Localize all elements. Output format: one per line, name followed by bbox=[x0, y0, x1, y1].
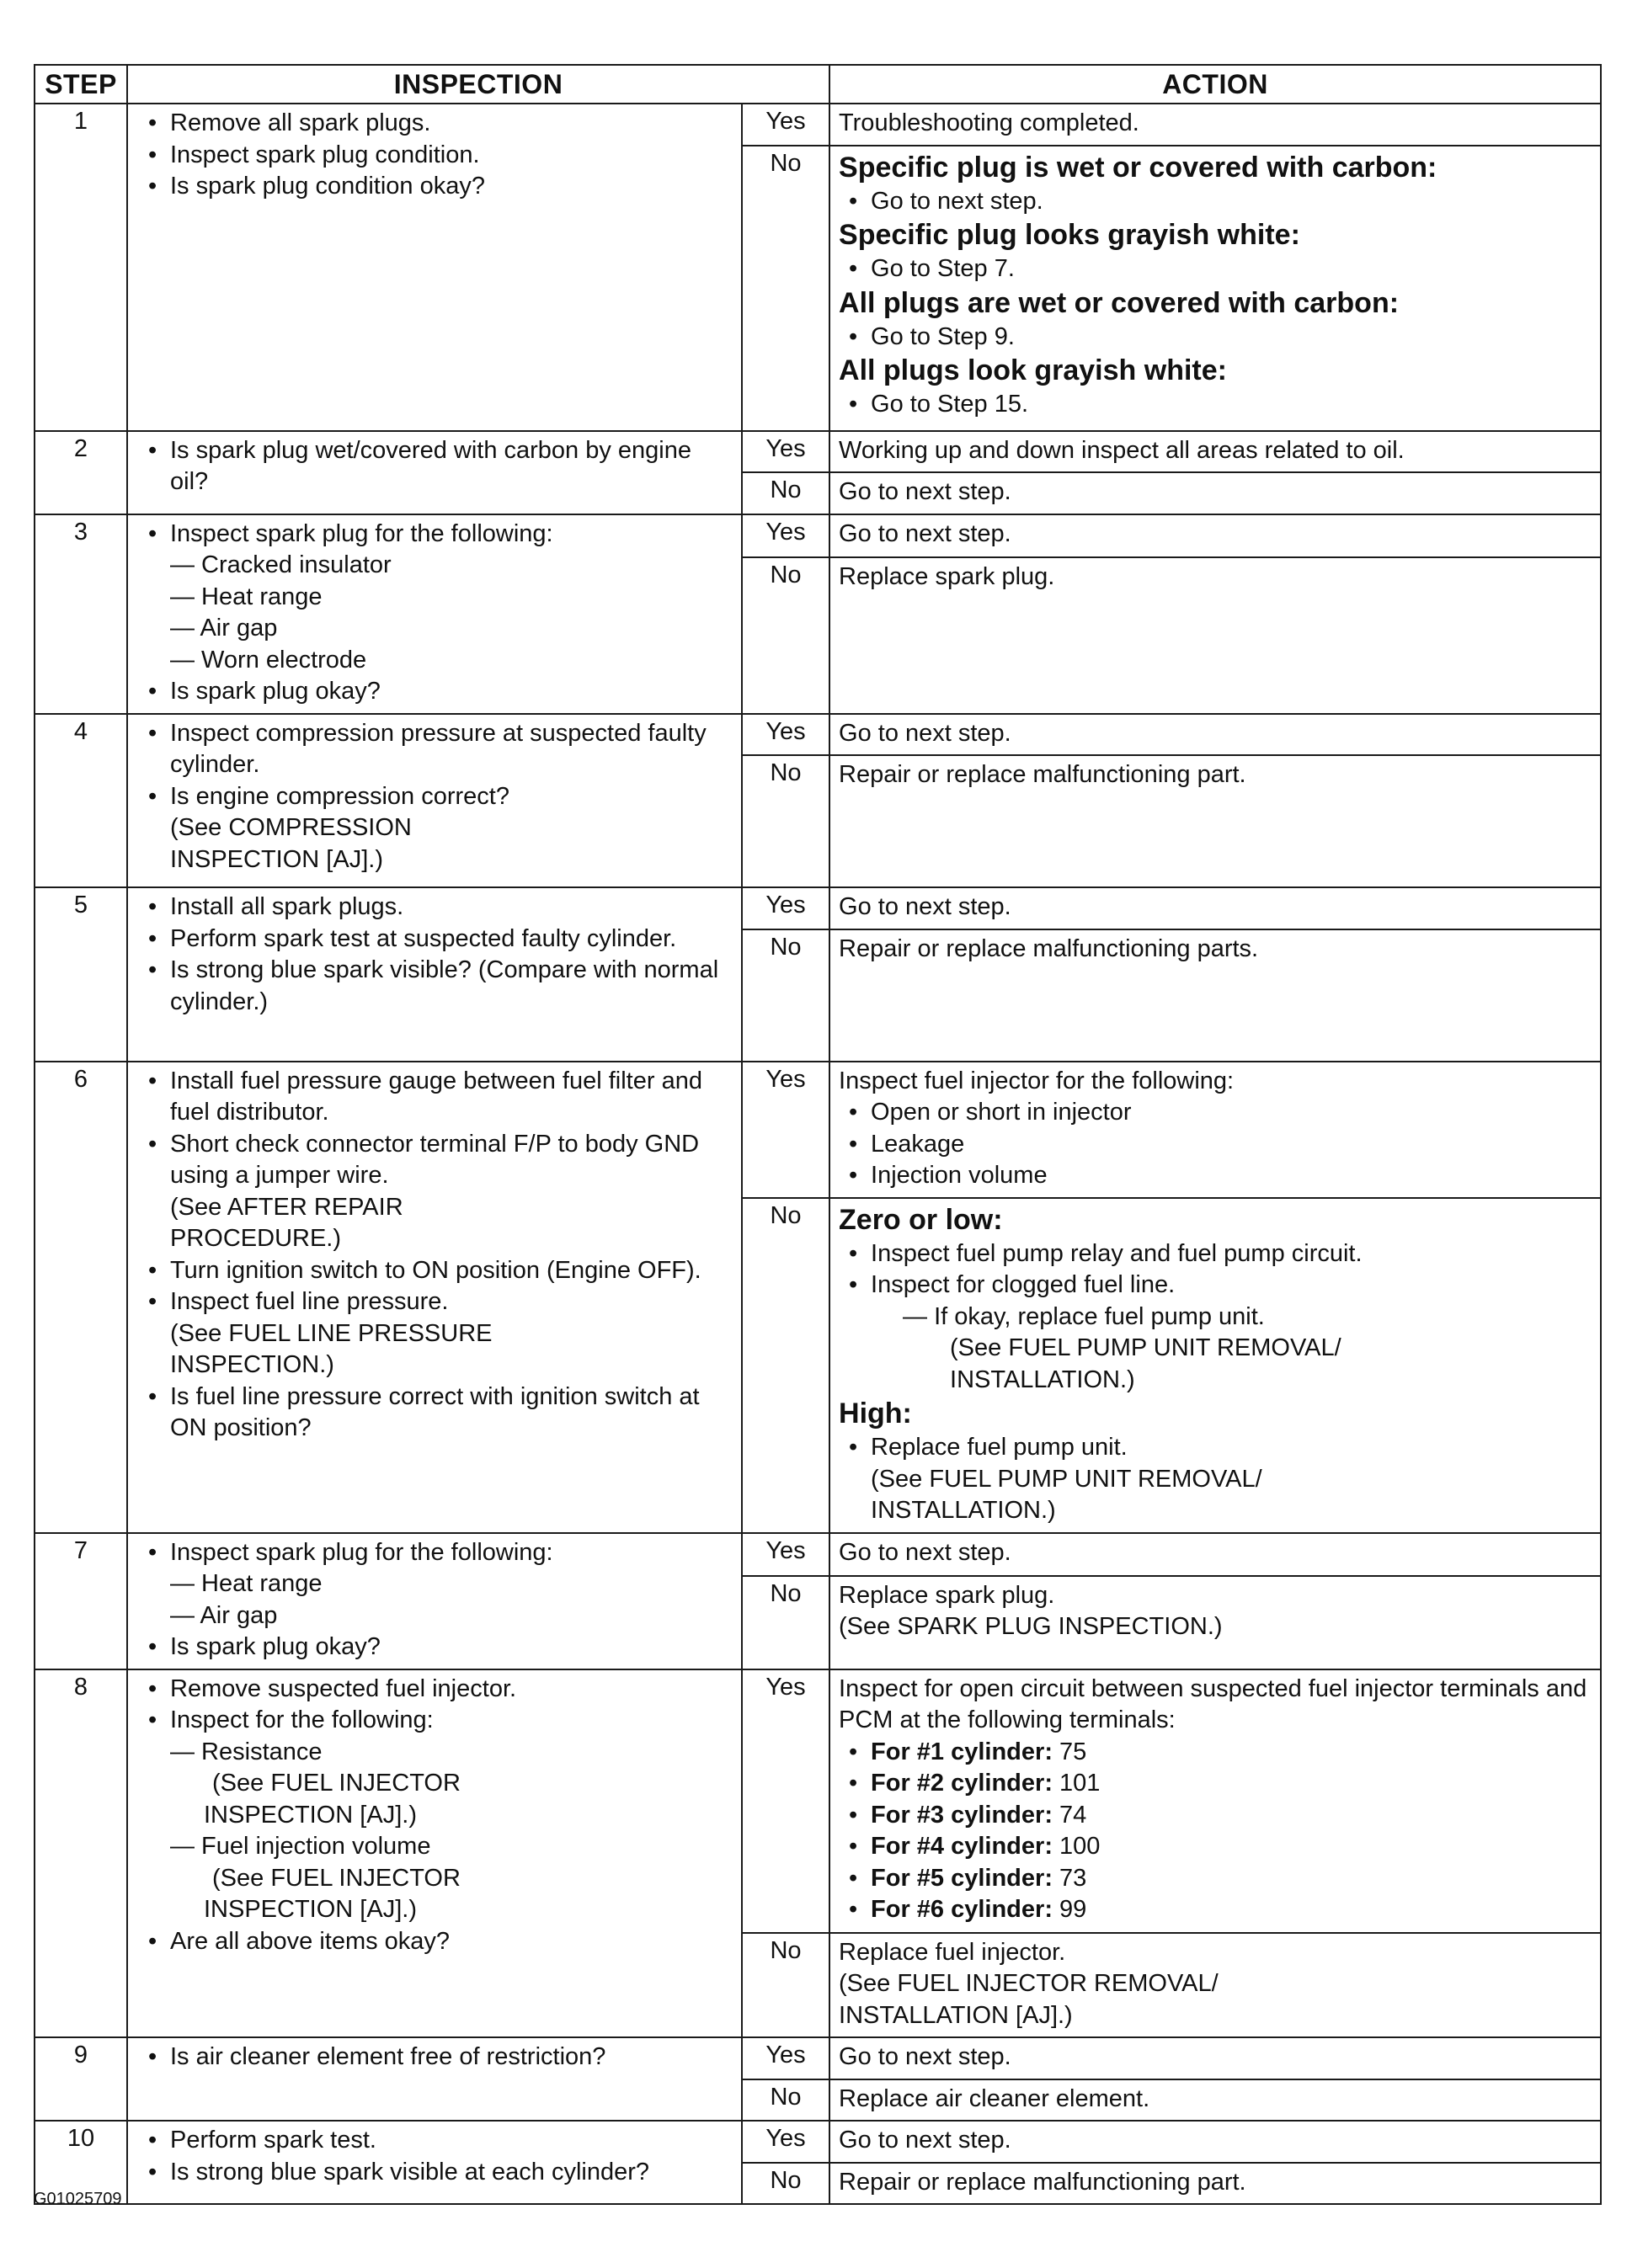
inspection-item: • Inspect spark plug condition. bbox=[138, 140, 733, 172]
condition-heading: All plugs are wet or covered with carbon: bbox=[839, 286, 1400, 319]
action-item: • Go to Step 15. bbox=[839, 389, 1592, 421]
step-5-yes-action: Go to next step. bbox=[829, 887, 1601, 929]
inspection-item: • Remove all spark plugs. bbox=[138, 108, 733, 140]
answer-no: No bbox=[742, 472, 829, 514]
action-text: Inspect for clogged fuel line. bbox=[871, 1271, 1176, 1298]
cylinder-label: For #6 cylinder: bbox=[871, 1896, 1053, 1923]
terminal-number: 73 bbox=[1059, 1864, 1087, 1892]
answer-yes: Yes bbox=[742, 1669, 829, 1933]
step-9-inspection bbox=[127, 2037, 742, 2121]
cylinder-terminal bbox=[839, 1737, 1592, 1769]
answer-yes: Yes bbox=[742, 104, 829, 146]
reference-line: (See COMPRESSION bbox=[170, 814, 412, 841]
action-item: • Leakage bbox=[839, 1129, 1592, 1161]
step-1-no-action bbox=[829, 146, 1601, 431]
step-number: 1 bbox=[35, 104, 127, 431]
answer-no: No bbox=[742, 2079, 829, 2122]
action-item: • Open or short in injector bbox=[839, 1097, 1592, 1129]
reference-line: PROCEDURE.) bbox=[170, 1225, 342, 1252]
inspection-item bbox=[138, 1705, 733, 1926]
step-8-yes-row bbox=[35, 1669, 1601, 1933]
inspection-item: • Are all above items okay? bbox=[138, 1926, 733, 1958]
answer-no: No bbox=[742, 1933, 829, 2038]
answer-yes: Yes bbox=[742, 431, 829, 473]
step-10-yes-action: Go to next step. bbox=[829, 2121, 1601, 2163]
step-9-yes-row bbox=[35, 2037, 1601, 2079]
terminal-number: 99 bbox=[1059, 1896, 1087, 1923]
action-item: • Go to Step 7. bbox=[839, 253, 1592, 285]
cylinder-label: For #1 cylinder: bbox=[871, 1738, 1053, 1765]
step-7-yes-row bbox=[35, 1533, 1601, 1576]
action-item bbox=[839, 1270, 1592, 1396]
action-lead: Inspect for open circuit between suspected fuel injector terminals and PCM at the following terminals: bbox=[839, 1674, 1587, 1733]
cylinder-label: For #5 cylinder: bbox=[871, 1864, 1053, 1892]
inspection-sub: — Heat range bbox=[170, 1570, 323, 1597]
step-3-inspection bbox=[127, 514, 742, 714]
step-number: 5 bbox=[35, 887, 127, 1062]
step-number: 10 bbox=[35, 2121, 127, 2204]
inspection-item: • Is strong blue spark visible? (Compare with normal cylinder.) bbox=[138, 955, 733, 1018]
inspection-text: Inspect for the following: bbox=[170, 1706, 434, 1733]
step-2-no-action: Go to next step. bbox=[829, 472, 1601, 514]
answer-yes: Yes bbox=[742, 2121, 829, 2163]
step-3-no-action: Replace spark plug. bbox=[829, 557, 1601, 713]
inspection-lead: Inspect spark plug for the following: bbox=[170, 519, 553, 547]
step-10-inspection bbox=[127, 2121, 742, 2204]
inspection-item: • Is air cleaner element free of restriction? bbox=[138, 2042, 733, 2074]
header-action: ACTION bbox=[829, 65, 1601, 104]
step-4-inspection bbox=[127, 714, 742, 888]
step-10-no-action: Repair or replace malfunctioning part. bbox=[829, 2163, 1601, 2205]
header-row bbox=[35, 65, 1601, 104]
reference-line: (See FUEL INJECTOR bbox=[212, 1770, 461, 1797]
answer-no: No bbox=[742, 1576, 829, 1669]
reference-line: INSPECTION [AJ].) bbox=[204, 1801, 417, 1829]
step-8-no-action bbox=[829, 1933, 1601, 2038]
condition-heading: Specific plug looks grayish white: bbox=[839, 219, 1300, 251]
step-number: 4 bbox=[35, 714, 127, 888]
action-item: • Go to next step. bbox=[839, 186, 1592, 218]
answer-yes: Yes bbox=[742, 714, 829, 756]
inspection-item: • Is fuel line pressure correct with ignition switch at ON position? bbox=[138, 1382, 733, 1445]
step-9-no-action: Replace air cleaner element. bbox=[829, 2079, 1601, 2122]
answer-no: No bbox=[742, 557, 829, 713]
inspection-sub: — Resistance bbox=[170, 1738, 323, 1765]
step-5-inspection bbox=[127, 887, 742, 1062]
action-line: Replace fuel injector. bbox=[839, 1938, 1066, 1966]
step-7-yes-action: Go to next step. bbox=[829, 1533, 1601, 1576]
cylinder-terminal bbox=[839, 1768, 1592, 1800]
inspection-question: Is engine compression correct? bbox=[170, 782, 509, 810]
inspection-item: • Is spark plug okay? bbox=[138, 676, 733, 708]
inspection-sub: — Heat range bbox=[170, 583, 323, 610]
inspection-item: • Install fuel pressure gauge between fuel filter and fuel distributor. bbox=[138, 1066, 733, 1129]
terminal-number: 101 bbox=[1059, 1770, 1101, 1797]
troubleshooting-document bbox=[34, 64, 1600, 2205]
step-4-no-action: Repair or replace malfunctioning part. bbox=[829, 755, 1601, 887]
step-number: 9 bbox=[35, 2037, 127, 2121]
step-5-yes-row bbox=[35, 887, 1601, 929]
step-number: 7 bbox=[35, 1533, 127, 1669]
reference-line: INSPECTION [AJ].) bbox=[204, 1896, 417, 1923]
inspection-sub: — Fuel injection volume bbox=[170, 1833, 431, 1860]
inspection-item bbox=[138, 781, 733, 876]
step-9-yes-action: Go to next step. bbox=[829, 2037, 1601, 2079]
figure-id: G01025709 bbox=[34, 2190, 122, 2208]
reference-line: (See AFTER REPAIR bbox=[170, 1193, 403, 1221]
action-item: • Go to Step 9. bbox=[839, 322, 1592, 354]
step-4-yes-action: Go to next step. bbox=[829, 714, 1601, 756]
inspection-item: • Install all spark plugs. bbox=[138, 892, 733, 924]
cylinder-label: For #2 cylinder: bbox=[871, 1770, 1053, 1797]
step-4-yes-row bbox=[35, 714, 1601, 756]
inspection-sub: — Cracked insulator bbox=[170, 551, 392, 578]
step-1-yes-row bbox=[35, 104, 1601, 146]
reference-line: INSPECTION.) bbox=[170, 1351, 334, 1378]
action-item bbox=[839, 1432, 1592, 1527]
answer-no: No bbox=[742, 146, 829, 431]
inspection-item bbox=[138, 1537, 733, 1632]
inspection-sub: — Air gap bbox=[170, 615, 278, 642]
reference-line: (See FUEL PUMP UNIT REMOVAL/ bbox=[950, 1334, 1341, 1361]
reference-line: (See SPARK PLUG INSPECTION.) bbox=[839, 1613, 1223, 1641]
answer-yes: Yes bbox=[742, 1533, 829, 1576]
step-10-yes-row bbox=[35, 2121, 1601, 2163]
step-3-yes-action: Go to next step. bbox=[829, 514, 1601, 558]
cylinder-terminal bbox=[839, 1800, 1592, 1832]
cylinder-terminal bbox=[839, 1894, 1592, 1926]
cylinder-terminal bbox=[839, 1863, 1592, 1895]
reference-line: (See FUEL INJECTOR bbox=[212, 1864, 461, 1892]
step-1-yes-action: Troubleshooting completed. bbox=[829, 104, 1601, 146]
answer-yes: Yes bbox=[742, 514, 829, 558]
step-8-yes-action bbox=[829, 1669, 1601, 1933]
reference-line: INSTALLATION [AJ].) bbox=[839, 2001, 1073, 2029]
inspection-item: • Inspect compression pressure at suspected faulty cylinder. bbox=[138, 718, 733, 781]
inspection-lead: Inspect spark plug for the following: bbox=[170, 1538, 553, 1566]
action-item: • Inspect fuel pump relay and fuel pump circuit. bbox=[839, 1238, 1592, 1270]
step-2-inspection bbox=[127, 431, 742, 514]
inspection-item: • Is spark plug okay? bbox=[138, 1632, 733, 1664]
inspection-item bbox=[138, 1129, 733, 1255]
step-6-no-action bbox=[829, 1198, 1601, 1533]
inspection-sub: — Worn electrode bbox=[170, 646, 367, 673]
step-6-inspection bbox=[127, 1062, 742, 1533]
reference-line: (See FUEL INJECTOR REMOVAL/ bbox=[839, 1970, 1219, 1997]
answer-yes: Yes bbox=[742, 1062, 829, 1198]
answer-no: No bbox=[742, 755, 829, 887]
step-6-yes-row bbox=[35, 1062, 1601, 1198]
inspection-item: • Is spark plug condition okay? bbox=[138, 171, 733, 203]
inspection-item: • Perform spark test at suspected faulty cylinder. bbox=[138, 924, 733, 956]
answer-yes: Yes bbox=[742, 887, 829, 929]
header-inspection: INSPECTION bbox=[127, 65, 829, 104]
inspection-item bbox=[138, 1286, 733, 1382]
step-8-inspection bbox=[127, 1669, 742, 2038]
inspection-item: • Is strong blue spark visible at each cylinder? bbox=[138, 2157, 733, 2189]
step-5-no-action: Repair or replace malfunctioning parts. bbox=[829, 929, 1601, 1062]
condition-heading: All plugs look grayish white: bbox=[839, 354, 1227, 386]
troubleshooting-table bbox=[34, 64, 1602, 2205]
action-lead: Inspect fuel injector for the following: bbox=[839, 1067, 1235, 1094]
terminal-number: 75 bbox=[1059, 1738, 1087, 1765]
inspection-item: • Turn ignition switch to ON position (Engine OFF). bbox=[138, 1255, 733, 1287]
header-step: STEP bbox=[35, 65, 127, 104]
terminal-number: 74 bbox=[1059, 1801, 1087, 1829]
reference-line: INSTALLATION.) bbox=[871, 1497, 1056, 1524]
step-2-yes-row bbox=[35, 431, 1601, 473]
cylinder-label: For #3 cylinder: bbox=[871, 1801, 1053, 1829]
step-number: 6 bbox=[35, 1062, 127, 1533]
inspection-item: • Perform spark test. bbox=[138, 2125, 733, 2157]
reference-line: (See FUEL LINE PRESSURE bbox=[170, 1319, 493, 1347]
step-7-no-action bbox=[829, 1576, 1601, 1669]
step-number: 8 bbox=[35, 1669, 127, 2038]
action-item: • Injection volume bbox=[839, 1160, 1592, 1192]
step-6-yes-action bbox=[829, 1062, 1601, 1198]
step-1-inspection bbox=[127, 104, 742, 431]
answer-no: No bbox=[742, 929, 829, 1062]
action-sub: — If okay, replace fuel pump unit. bbox=[903, 1302, 1265, 1330]
step-7-inspection bbox=[127, 1533, 742, 1669]
step-3-yes-row bbox=[35, 514, 1601, 558]
terminal-number: 100 bbox=[1059, 1833, 1101, 1860]
step-number: 3 bbox=[35, 514, 127, 714]
reference-line: (See FUEL PUMP UNIT REMOVAL/ bbox=[871, 1465, 1262, 1493]
inspection-item: • Is spark plug wet/covered with carbon by engine oil? bbox=[138, 435, 733, 498]
condition-heading: High: bbox=[839, 1398, 912, 1429]
inspection-text: Short check connector terminal F/P to body GND using a jumper wire. bbox=[170, 1130, 700, 1189]
step-number: 2 bbox=[35, 431, 127, 514]
inspection-item bbox=[138, 519, 733, 677]
answer-yes: Yes bbox=[742, 2037, 829, 2079]
answer-no: No bbox=[742, 1198, 829, 1533]
inspection-text: Inspect fuel line pressure. bbox=[170, 1288, 449, 1315]
action-text: Replace fuel pump unit. bbox=[871, 1434, 1128, 1461]
condition-heading: Specific plug is wet or covered with carbon: bbox=[839, 151, 1437, 184]
cylinder-terminal bbox=[839, 1831, 1592, 1863]
reference-line: INSTALLATION.) bbox=[950, 1366, 1135, 1393]
reference-line: INSPECTION [AJ].) bbox=[170, 845, 383, 873]
inspection-item: • Remove suspected fuel injector. bbox=[138, 1674, 733, 1706]
answer-no: No bbox=[742, 2163, 829, 2205]
step-2-yes-action: Working up and down inspect all areas related to oil. bbox=[829, 431, 1601, 473]
inspection-sub: — Air gap bbox=[170, 1601, 278, 1629]
action-line: Replace spark plug. bbox=[839, 1581, 1055, 1609]
cylinder-label: For #4 cylinder: bbox=[871, 1833, 1053, 1860]
condition-heading: Zero or low: bbox=[839, 1203, 1003, 1236]
